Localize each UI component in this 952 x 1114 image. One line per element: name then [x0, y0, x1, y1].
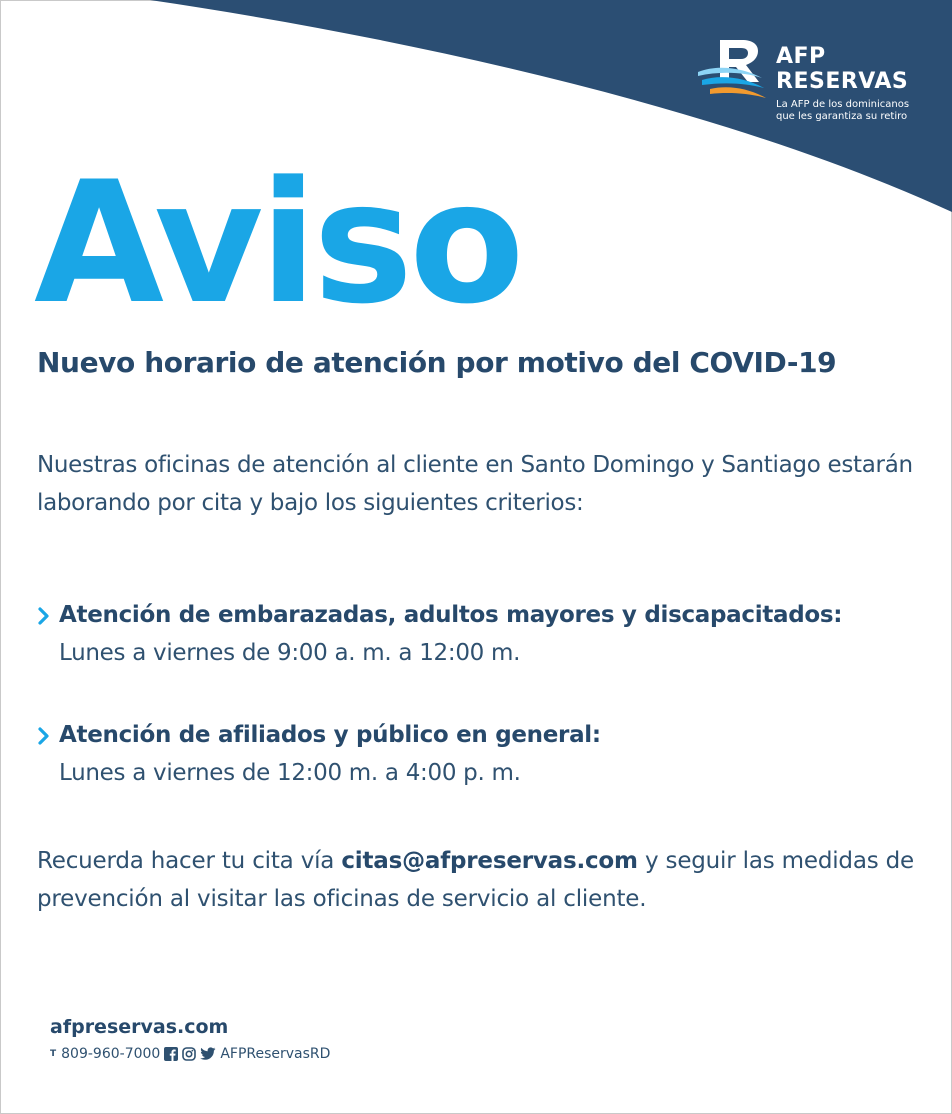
social-handle[interactable]: AFPReservasRD [220, 1046, 331, 1062]
brand-tagline-line2: que les garantiza su retiro [776, 111, 908, 122]
afp-reservas-logo [696, 38, 926, 133]
subheadline: Nuevo horario de atención por motivo del COVID-19 [37, 346, 837, 379]
phone-prefix: T [50, 1049, 57, 1059]
brand-tagline-line1: La AFP de los dominicanos [776, 99, 910, 110]
footer-contact-line [50, 1046, 330, 1062]
chevron-right-icon [37, 606, 51, 626]
brand-name-line1: AFP [776, 44, 826, 69]
closing-text-before: Recuerda hacer tu cita vía [37, 848, 342, 874]
twitter-icon[interactable] [200, 1047, 216, 1061]
instagram-icon[interactable] [182, 1047, 196, 1061]
closing-paragraph [37, 842, 914, 918]
footer-website-link[interactable]: afpreservas.com [50, 1016, 229, 1038]
schedule-item-title: Atención de afiliados y público en general: [59, 722, 601, 748]
schedule-item-title: Atención de embarazadas, adultos mayores y discapacitados: [59, 602, 843, 628]
headline: Aviso [34, 145, 521, 341]
afp-reservas-logo-icon [696, 38, 770, 100]
intro-paragraph: Nuestras oficinas de atención al cliente en Santo Domingo y Santiago estarán laborando por cita y bajo los siguientes criterios: [37, 452, 913, 516]
schedule-item-detail: Lunes a viernes de 12:00 m. a 4:00 p. m. [59, 760, 521, 786]
facebook-icon[interactable] [164, 1047, 178, 1061]
phone-number[interactable]: 809-960-7000 [61, 1046, 161, 1062]
brand-name-line2: RESERVAS [776, 69, 909, 94]
appointment-email-link[interactable]: citas@afpreservas.com [341, 848, 638, 874]
schedule-item-detail: Lunes a viernes de 9:00 a. m. a 12:00 m. [59, 640, 521, 666]
chevron-right-icon [37, 726, 51, 746]
closing-text-after: y seguir las medidas de prevención al visitar las oficinas de servicio al cliente. [37, 848, 915, 912]
